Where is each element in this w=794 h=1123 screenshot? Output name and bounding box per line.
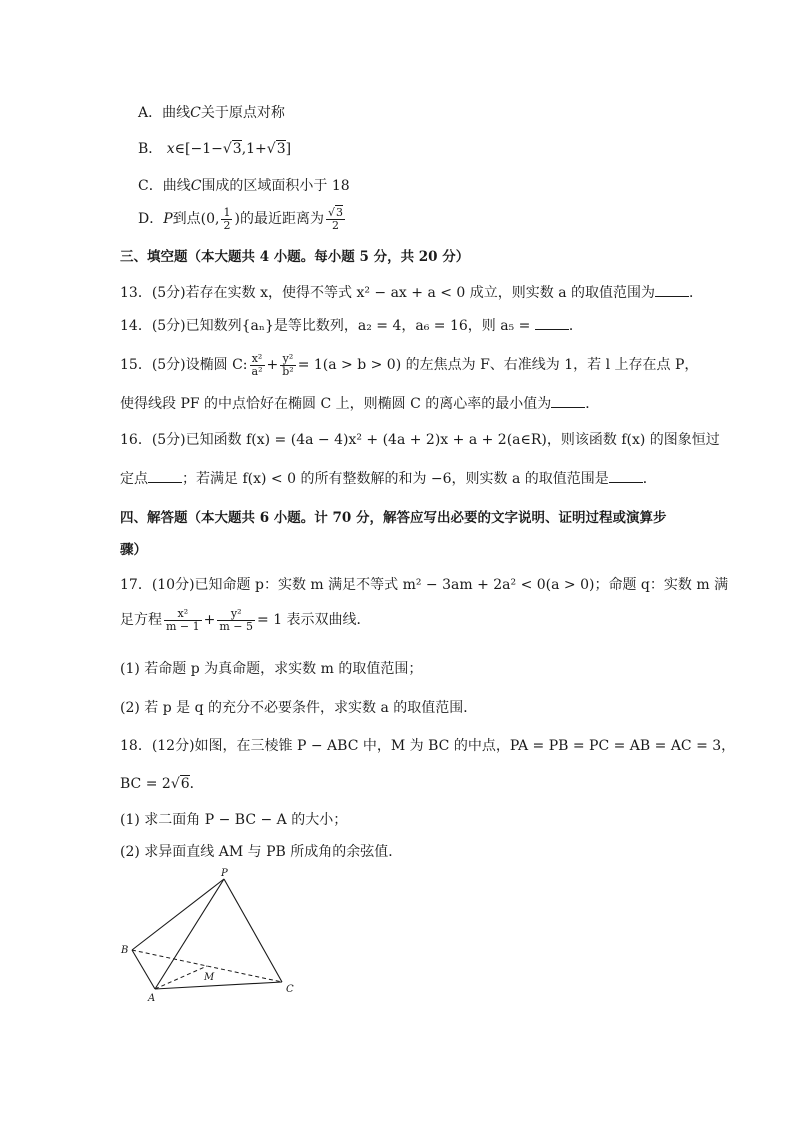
- fraction: $\frac{1}{2}$: [223, 205, 231, 232]
- question-15-line-1: 15．(5分)设椭圆 C: $\frac{\text{x²}}{\text{a²}}$ + $\frac{\text{y²}}{\text{b²}}$ = 1(a > b > 0) 的左焦点为 F、右准线为 1，若 l 上存在点 P，: [120, 351, 699, 378]
- label-a: A: [148, 993, 156, 1004]
- section-title-4-line-1: 四、解答题（本大题共 6 小题。计 70 分，解答应写出必要的文字说明、证明过程或演算步: [120, 510, 667, 526]
- answer-blank[interactable]: [609, 470, 643, 483]
- fraction: $\frac{\text{y²}}{m - 5}$: [219, 606, 254, 633]
- question-15-line-2: 使得线段 PF 的中点恰好在椭圆 C 上，则椭圆 C 的离心率的最小值为 ．: [120, 396, 600, 412]
- section-title-4-line-2: 骤）: [120, 542, 147, 558]
- question-18-line-2: BC = 2√6．: [120, 776, 204, 792]
- answer-blank[interactable]: [148, 470, 182, 483]
- answer-blank[interactable]: [551, 395, 585, 408]
- edge-ac: [155, 982, 282, 989]
- fraction: $\frac{\text{x²}}{m - 1}$: [166, 606, 200, 633]
- question-17-line-2: 足方程 $\frac{\text{x²}}{m - 1}$ + $\frac{\text{y²}}{m - 5}$ = 1 表示双曲线．: [120, 606, 371, 633]
- fraction: $\frac{\text{x²}}{\text{a²}}$: [251, 351, 263, 378]
- question-18-part-2: (2) 求异面直线 AM 与 PB 所成角的余弦值．: [120, 844, 403, 860]
- question-17-part-2: (2) 若 p 是 q 的充分不必要条件，求实数 a 的取值范围．: [120, 700, 478, 716]
- answer-blank[interactable]: [655, 284, 689, 297]
- option-a: A．曲线C关于原点对称: [138, 105, 285, 121]
- question-17-part-1: (1) 若命题 p 为真命题，求实数 m 的取值范围；: [120, 661, 423, 677]
- fraction: $\frac{√3}{2}$: [327, 205, 343, 232]
- question-18-line-1: 18．(12分)如图，在三棱锥 P − ABC 中，M 为 BC 的中点，PA = PB = PC = AB = AC = 3，: [120, 738, 736, 754]
- fraction: $\frac{\text{y²}}{\text{b²}}$: [282, 351, 294, 378]
- question-16-line-2: 定点 ；若满足 f(x) < 0 的所有整数解的和为 −6，则实数 a 的取值范围是 ．: [120, 471, 657, 487]
- option-c: C．曲线C围成的区域面积小于 18: [138, 178, 350, 194]
- question-17-line-1: 17．(10分)已知命题 p：实数 m 满足不等式 m² − 3am + 2a² < 0(a > 0)；命题 q：实数 m 满: [120, 577, 729, 593]
- tetrahedron-figure: [110, 864, 310, 1004]
- answer-blank[interactable]: [535, 317, 569, 330]
- question-18-part-1: (1) 求二面角 P − BC − A 的大小；: [120, 812, 348, 828]
- question-16-line-1: 16．(5分)已知函数 f(x) = (4a − 4)x² + (4a + 2)x + a + 2(a∈R)，则该函数 f(x) 的图象恒过: [120, 432, 720, 448]
- label-p: P: [221, 868, 228, 879]
- option-b: B． x∈[−1−√3,1+√3]: [138, 141, 292, 157]
- label-m: M: [204, 972, 215, 983]
- option-d: D．P到点(0, $\frac{1}{2}$ )的最近距离为 $\frac{√3}{2}$: [138, 205, 343, 232]
- edge-ba: [132, 950, 155, 989]
- section-title-3: 三、填空题（本大题共 4 小题。每小题 5 分，共 20 分）: [120, 249, 470, 265]
- edge-pc: [224, 879, 282, 982]
- edge-pb: [132, 879, 224, 950]
- label-b: B: [121, 945, 129, 956]
- label-c: C: [286, 984, 294, 995]
- question-13: 13．(5分)若存在实数 x，使得不等式 x² − ax + a < 0 成立，则实数 a 的取值范围为 ．: [120, 285, 704, 301]
- question-14: 14．(5分)已知数列{aₙ}是等比数列，a₂ = 4，a₆ = 16，则 a₅ = ．: [120, 318, 583, 334]
